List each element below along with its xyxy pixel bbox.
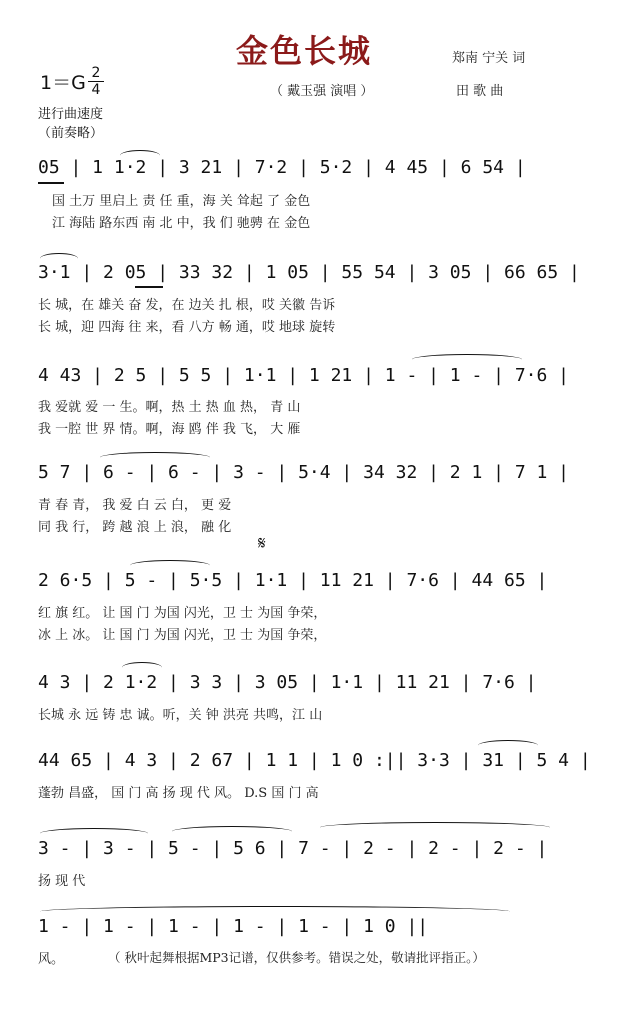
score-row-4-lyric-verse-1: 青 春 青， 我 爱 白 云 白， 更 爱 [38,498,232,513]
slur-mark [478,740,538,751]
tie-mark [412,354,522,365]
key-signature: 1＝G [40,72,86,94]
time-top: 2 [91,65,101,81]
score-row-3-notes: 4 43 | 2 5 | 5 5 | 1·1 | 1 21 | 1 - | 1 - | 7·6 | [38,365,570,386]
score-row-6-lyric: 长城 永 远 铸 忠 诚。听，关 钟 洪亮 共鸣，江 山 [38,708,323,723]
tie-mark [40,828,148,839]
score-row-2-lyric-verse-2: 长 城，迎 四海 往 来，看 八方 畅 通，哎 地球 旋转 [38,320,336,335]
slur-mark [40,253,78,264]
score-row-3-lyric-verse-2: 我 一腔 世 界 情。啊，海 鸥 伴 我 飞， 大 雁 [38,422,301,437]
tie-mark [130,560,210,571]
score-row-3-lyric-verse-1: 我 爱就 爱 一 生。啊，热 土 热 血 热， 青 山 [38,400,301,415]
tie-mark [172,826,292,837]
score-row-9-lyric: 风。 [38,952,65,967]
score-row-6-notes: 4 3 | 2 1·2 | 3 3 | 3 05 | 1·1 | 11 21 | 7·6 | [38,672,537,693]
score-row-7-lyric: 蓬勃 昌盛， 国 门 高 扬 现 代 风。 D.S 国 门 高 [38,786,319,801]
score-row-1-lyric-verse-1: 国 土万 里启上 责 任 重，海 关 耸起 了 金色 [52,194,311,209]
tie-mark [100,452,210,463]
transcription-note: （ 秋叶起舞根据MP3记谱，仅供参考。错误之处，敬请批评指正。） [108,950,485,965]
underline-mark [135,286,163,288]
time-bottom: 4 [91,82,101,98]
slur-mark [120,150,160,161]
tie-mark [40,906,510,917]
score-row-5-lyric-verse-2: 冰 上 冰。 让 国 门 为国 闪光，卫 士 为国 争荣， [38,628,327,643]
score-row-9-notes: 1 - | 1 - | 1 - | 1 - | 1 - | 1 0 || [38,916,429,937]
tempo-marking: 进行曲速度 [38,107,104,122]
intro-note: （前奏略） [38,126,104,141]
segno-sign: 𝄋 [258,533,266,554]
slur-mark [122,662,162,673]
score-row-4-notes: 5 7 | 6 - | 6 - | 3 - | 5·4 | 34 32 | 2 1 | 7 1 | [38,462,570,483]
score-row-8-lyric: 扬 现 代 [38,874,86,889]
tie-mark [320,822,550,833]
time-signature [88,66,104,97]
score-row-2-lyric-verse-1: 长 城，在 雄关 奋 发，在 边关 扎 根，哎 关徽 告诉 [38,298,336,313]
score-row-1-lyric-verse-2: 江 海陆 路东西 南 北 中，我 们 驰骋 在 金色 [52,216,311,231]
score-row-5-lyric-verse-1: 红 旗 红。 让 国 门 为国 闪光，卫 士 为国 争荣， [38,606,327,621]
composer-credit: 田 歌 曲 [456,84,504,99]
lyricist-credit: 郑南 宁关 词 [452,51,526,66]
song-title: 金色长城 [236,32,373,70]
underline-mark [38,182,64,184]
singer-credit: （ 戴玉强 演唱 ） [270,84,374,99]
score-row-2-notes: 3·1 | 2 05 | 33 32 | 1 05 | 55 54 | 3 05 | 66 65 | [38,262,580,283]
score-row-5-notes: 2 6·5 | 5 - | 5·5 | 1·1 | 11 21 | 7·6 | 44 65 | [38,570,548,591]
score-row-4-lyric-verse-2: 同 我 行， 跨 越 浪 上 浪， 融 化 [38,520,232,535]
score-row-8-notes: 3 - | 3 - | 5 - | 5 6 | 7 - | 2 - | 2 - | 2 - | [38,838,548,859]
score-row-7-notes: 44 65 | 4 3 | 2 67 | 1 1 | 1 0 :|| 3·3 | 31 | 5 4 | [38,750,591,771]
score-row-1-notes: 05 | 1 1·2 | 3 21 | 7·2 | 5·2 | 4 45 | 6 54 | [38,157,526,178]
